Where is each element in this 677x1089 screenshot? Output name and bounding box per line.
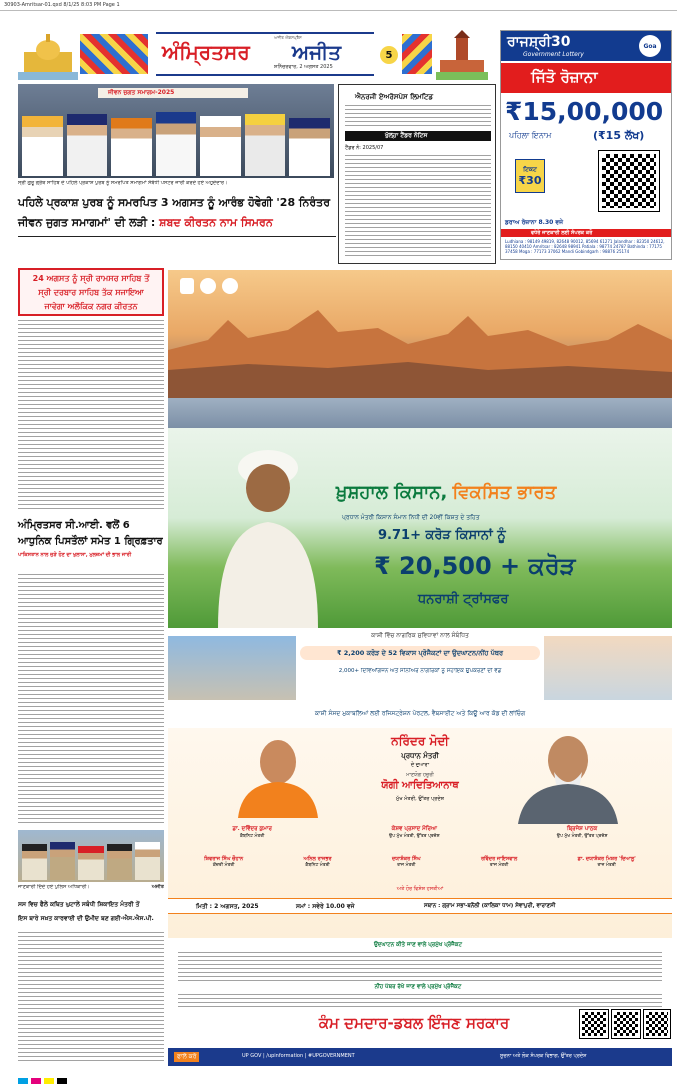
dignitary-name: ਬ੍ਰਿਜੇਸ਼ ਪਾਠਕ <box>566 826 598 832</box>
yellow-swatch <box>44 1078 54 1084</box>
person <box>289 118 330 176</box>
page-number-badge: 5 <box>380 46 398 64</box>
police-photo-credit: ਅਜੀਤ <box>151 884 164 890</box>
ad-projects-head1: ਉਦਘਾਟਨ ਕੀਤੇ ਜਾਣ ਵਾਲੇ ਪ੍ਰਮੁੱਖ ਪ੍ਰੋਜੈਕਟ <box>373 942 463 948</box>
ad-pm-section <box>168 728 672 938</box>
ad-event-bar <box>168 898 672 914</box>
dignitary <box>481 856 517 880</box>
top-photo-people <box>22 102 330 176</box>
person <box>107 844 132 880</box>
ad-footer-slogan: ਕੰਮ ਦਮਦਾਰ-ਡਬਲ ਇੰਜਣ ਸਰਕਾਰ <box>318 1014 510 1032</box>
masthead-title-box <box>156 32 374 76</box>
masthead-small-tag: ਅਜੀਤ ਐਕਸਪ੍ਰੈਸ <box>274 35 302 40</box>
lottery-state-badge: Goa <box>639 35 661 57</box>
kisan-logo-icon <box>222 278 238 294</box>
dignitary-name: ਡਾ. ਦਯਾਸ਼ੰਕਰ ਮਿਸ਼ਰ 'ਦਿਆਲੂ' <box>577 856 636 862</box>
lottery-contact-2: Amritsar : 82648 98941 <box>533 244 581 249</box>
dignitary-role: ਰਾਜ ਮੰਤਰੀ <box>397 863 416 868</box>
lottery-header <box>501 31 671 61</box>
top-photo-banner-text: ਜੀਵਨ ਜੁਗਤ ਸਮਾਗਮ-2025 <box>108 89 175 96</box>
print-file-line: 30903-Amritsar-01.qxd 8/1/25 8:03 PM Page 1 <box>4 2 120 8</box>
ad-others: ਅਤੇ ਹੋਰ ਵਿਸ਼ੇਸ਼ ਹਸਤੀਆਂ <box>396 886 444 892</box>
person <box>22 116 63 176</box>
lottery-ad <box>500 30 672 260</box>
ad-cm-title: ਮੁੱਖ ਮੰਤਰੀ, ਉੱਤਰ ਪ੍ਰਦੇਸ਼ <box>396 796 444 802</box>
person <box>22 844 47 880</box>
lottery-draw-time: ਡਰਾਅ ਰੋਜ਼ਾਨਾ 8.30 ਵਜੇ <box>505 219 564 226</box>
headline-2 <box>18 518 164 568</box>
ad-pm-title: ਪ੍ਰਧਾਨ ਮੰਤਰੀ <box>401 752 439 760</box>
ad-sub2: 9.71+ ਕਰੋੜ ਕਿਸਾਨਾਂ ਨੂੰ <box>378 528 506 543</box>
ad-footer-bar <box>168 1048 672 1066</box>
ad-transfer: ਧਨਰਾਸ਼ੀ ਟ੍ਰਾਂਸਫਰ <box>418 592 509 607</box>
up-govt-logo-icon <box>200 278 216 294</box>
headline-1-line1: ਪਹਿਲੇ ਪ੍ਰਕਾਸ਼ ਪੁਰਬ ਨੂੰ ਸਮਰਪਿਤ 3 ਅਗਸਤ ਨੂੰ ਆਰੰਭ ਹੋਵੇਗੀ '28 ਨਿਰੰਤਰ <box>18 196 331 209</box>
ad-presence: ਮਾਣਯੋਗ ਹਜ਼ੂਰੀ <box>406 772 434 778</box>
ad-ghat-scene <box>168 270 672 428</box>
lottery-contacts <box>505 239 669 259</box>
tender-note: ਟੈਂਡਰ ਨੰ: 2025/07 <box>345 145 384 151</box>
dignitary-name: ਕੇਸ਼ਵ ਪ੍ਰਸਾਦ ਮੌਰਿਆ <box>391 826 437 832</box>
ad-qr-code-2 <box>612 1010 640 1038</box>
headline-1-line2-text: ਜੀਵਨ ਜੁਗਤ ਸਮਾਗਮਾਂ' ਦੀ ਲੜੀ : <box>18 216 156 229</box>
ad-kashi-photo-left <box>168 636 296 700</box>
dignitary-role: ਉਪ ਮੁੱਖ ਮੰਤਰੀ, ਉੱਤਰ ਪ੍ਰਦੇਸ਼ <box>388 834 440 839</box>
dignitary-role: ਕੇਂਦਰੀ ਮੰਤਰੀ <box>212 863 235 868</box>
black-swatch <box>57 1078 67 1084</box>
person <box>67 114 108 176</box>
top-photo-caption: ਸ੍ਰੀ ਗੁਰੂ ਗ੍ਰੰਥ ਸਾਹਿਬ ਦੇ ਪਹਿਲੇ ਪ੍ਰਕਾਸ਼ ਪੁਰਬ ਨੂੰ ਸਮਰਪਿਤ ਸਮਾਗਮਾਂ ਸੰਬੰਧੀ ਪੋਸਟਰ ਜਾਰੀ ਕਰਦੇ ਹੋਏ ਅਹੁਦੇਦਾਰ। <box>18 180 228 186</box>
masthead-date: ਸ਼ਨਿੱਚਰਵਾਰ, 2 ਅਗਸਤ 2025 <box>274 64 333 70</box>
police-photo <box>18 830 164 882</box>
ad-slogan-right: ਵਿਕਸਿਤ ਭਾਰਤ <box>452 482 557 503</box>
dignitary <box>392 856 421 880</box>
ad-venue: ਸਥਾਨ : ਗ੍ਰਾਮ ਸਭਾ-ਬਨੌਲੀ (ਕਾਲਿਕਾ ਧਾਮ) ਸੇਵਾਪੁਰੀ, ਵਾਰਾਣਸੀ <box>424 903 556 909</box>
masthead-pattern-left <box>80 34 148 74</box>
dignitary-role: ਰਾਜ ਮੰਤਰੀ <box>597 863 616 868</box>
headline-1-rule <box>18 236 336 237</box>
dignitary <box>233 826 272 850</box>
tender-address <box>345 105 491 127</box>
headline-2-line2: ਆਧੁਨਿਕ ਪਿਸਤੌਲਾਂ ਸਮੇਤ 1 ਗ੍ਰਿਫ਼ਤਾਰ <box>18 536 163 547</box>
article-1-body <box>18 320 164 510</box>
dignitary <box>557 826 608 850</box>
lottery-brand: ਰਾਜਸ਼੍ਰੀ30 <box>507 34 571 50</box>
person <box>156 112 197 176</box>
ad-slogan-left: ਖ਼ੁਸ਼ਹਾਲ ਕਿਸਾਨ, <box>336 482 448 503</box>
registration-strip <box>18 1078 658 1084</box>
ad-dignitaries-row2 <box>174 856 666 880</box>
ad-kashi-text: ਕਾਸ਼ੀ ਵਿੱਚ ਨਾਗਰਿਕ ਸੁਵਿਧਾਵਾਂ ਨਾਲ ਸੰਬੰਧਿਤ <box>371 632 469 639</box>
ad-pm-name: ਨਰਿੰਦਰ ਮੋਦੀ <box>391 734 449 748</box>
lottery-sub: Government Lottery <box>523 51 584 58</box>
top-rule <box>0 10 677 11</box>
lottery-prize: ₹15,00,000 <box>505 97 664 126</box>
lottery-contact-title: ਵਧੇਰੇ ਜਾਣਕਾਰੀ ਲਈ ਸੰਪਰਕ ਕਰੋ <box>531 230 593 236</box>
dignitary <box>304 856 332 880</box>
masthead-label: ਅੰਮ੍ਰਿਤਸਰ <box>162 40 250 64</box>
ad-footer-slogan-area <box>168 1008 672 1044</box>
headline-3-line2: ਇਸ ਬਾਰੇ ਸਖ਼ਤ ਕਾਰਵਾਈ ਦੀ ਉਮੀਦ ਬਣ ਗਈ-ਐਸ.ਐਸ.ਪੀ. <box>18 915 154 922</box>
ad-dignitaries-row1 <box>174 826 666 850</box>
lottery-ticket-price: ₹30 <box>518 173 542 187</box>
red-box-line-1: 24 ਅਗਸਤ ਨੂੰ ਸ੍ਰੀ ਰਾਮਸਰ ਸਾਹਿਬ ਤੋਂ <box>32 274 150 283</box>
dignitary <box>389 826 440 850</box>
lottery-contact-6: Mandi Gobindgarh : 98876 25174 <box>561 249 630 254</box>
police-photo-caption <box>18 884 164 892</box>
person <box>245 114 286 176</box>
top-photo-banner <box>98 88 248 98</box>
ad-amount: ₹ 20,500 + ਕਰੋੜ <box>374 552 576 580</box>
person <box>200 116 241 176</box>
cyan-swatch <box>18 1078 28 1084</box>
ad-footer-left: ਫਾਲੋ ਕਰੋ <box>174 1052 199 1062</box>
ad-kashi-photo-right <box>544 636 672 700</box>
dignitary-role: ਕੈਬਨਿਟ ਮੰਤਰੀ <box>305 863 330 868</box>
red-box <box>18 268 164 316</box>
ad-qr-code-3 <box>644 1010 670 1038</box>
dignitary-name: ਸ਼ਿਵਰਾਜ ਸਿੰਘ ਚੌਹਾਨ <box>204 856 244 862</box>
ad-sub1: ਪ੍ਰਧਾਨ ਮੰਤਰੀ ਕਿਸਾਨ ਸੰਮਾਨ ਨਿਧੀ ਦੀ 20ਵੀਂ ਕਿਸ਼ਤ ਦੇ ਤਹਿਤ <box>342 514 480 521</box>
top-photo <box>18 84 334 178</box>
police-photo-caption-text: ਜਾਣਕਾਰੀ ਦਿੰਦੇ ਹੋਏ ਪੁਲਿਸ ਅਧਿਕਾਰੀ। <box>18 884 90 890</box>
magenta-swatch <box>31 1078 41 1084</box>
lottery-prize-caption: ਪਹਿਲਾ ਇਨਾਮ <box>509 131 552 140</box>
tender-notice <box>338 84 496 264</box>
ad-qr-code-1 <box>580 1010 608 1038</box>
lottery-contact-5: Moga : 77173 37062 <box>519 249 561 254</box>
headline-1-line2 <box>18 216 498 232</box>
ad-river <box>168 398 672 428</box>
govt-ad <box>168 270 672 1074</box>
ad-emblems <box>180 278 250 296</box>
ad-portal: ਕਾਸ਼ੀ ਸੰਸਦ ਮੁਕਾਬਲਿਆਂ ਲਈ ਰਜਿਸਟ੍ਰੇਸ਼ਨ ਪੋਰਟਲ, ਵੈਬਸਾਈਟ ਅਤੇ ਕਿਊ ਆਰ ਕੋਡ ਦੀ ਲਾਂਚਿੰਗ <box>314 710 526 717</box>
masthead-pattern-right <box>402 34 432 74</box>
lottery-qr-code <box>599 151 659 211</box>
lottery-ticket-label: ਟਿਕਟ <box>523 165 537 173</box>
police-photo-people <box>22 840 160 880</box>
lottery-ticket-badge <box>515 159 545 193</box>
headline-3-line1: ਸਸ ਵਿਚ ਫੈਲੇ ਕਥਿਤ ਘੁਟਾਲੇ ਸਬੰਧੀ ਸ਼ਿਕਾਇਤ ਮੰਤਰੀ ਤੋਂ <box>18 901 140 908</box>
lottery-contact-bar <box>501 229 671 237</box>
ad-time: ਸਮਾਂ : ਸਵੇਰੇ 10.00 ਵਜੇ <box>296 903 355 910</box>
headline-2-sub: ਪਾਕਿਸਤਾਨ ਨਾਲ ਜੁੜੇ ਹੋਣ ਦਾ ਖੁਲਾਸਾ, ਮੁਲਜ਼ਮਾਂ ਦੀ ਭਾਲ ਜਾਰੀ <box>18 552 132 558</box>
lottery-prize-alt: (₹15 ਲੱਖ) <box>593 129 645 142</box>
dignitary <box>204 856 243 880</box>
ad-cm-name: ਯੋਗੀ ਆਦਿਤਿਆਨਾਥ <box>381 780 459 791</box>
ad-cm-portrait <box>238 734 318 818</box>
ad-projects: ₹ 2,200 ਕਰੋੜ ਦੇ 52 ਵਿਕਾਸ ਪ੍ਰੋਜੈਕਟਾਂ ਦਾ ਉਦਘਾਟਨ/ਨੀਂਹ ਪੱਥਰ <box>300 646 540 660</box>
tender-title-bar <box>345 131 491 141</box>
tender-title: ਖੁੱਲ੍ਹਾ ਟੈਂਡਰ ਨੋਟਿਸ <box>385 132 428 139</box>
person <box>135 842 160 880</box>
lottery-contact-0: Ludhiana : 98149 49819, 82648 90012, 85694 61271 <box>505 239 613 244</box>
ad-kashi-section <box>168 628 672 708</box>
ad-by: ਦੇ ਦੁਆਰਾ <box>410 762 430 768</box>
headline-2-line1: ਅੰਮ੍ਰਿਤਸਰ ਸੀ.ਆਈ. ਵਲੋਂ 6 <box>18 520 130 531</box>
lottery-contact-3: Patiala : 98774 24787 <box>582 244 627 249</box>
clock-tower-icon <box>436 30 488 80</box>
person <box>78 846 103 880</box>
emblem-icon <box>180 278 194 294</box>
headline-3 <box>18 898 164 928</box>
lottery-tagline: ਜਿੱਤੋ ਰੋਜ਼ਾਨਾ <box>531 68 598 86</box>
golden-temple-icon <box>18 30 78 80</box>
ad-projects-head2: ਨੀਂਹ ਪੱਥਰ ਰੱਖੇ ਜਾਣ ਵਾਲੇ ਪ੍ਰਮੁੱਖ ਪ੍ਰੋਜੈਕਟ <box>374 984 462 990</box>
lottery-contact-4: Bathinda : 77175 37458 <box>505 244 662 254</box>
masthead <box>18 30 488 80</box>
ad-farmer <box>208 438 328 628</box>
article-3-body <box>18 932 164 1064</box>
dignitary-name: ਅਨਿਲ ਰਾਜਭਰ <box>303 856 332 862</box>
tender-org: ਐਨਰਜੀ ਏਅਰੋਸਪੇਸ ਲਿਮਟਿਡ <box>355 93 434 101</box>
ad-pm-portrait <box>518 728 618 824</box>
ad-date: ਮਿਤੀ : 2 ਅਗਸਤ, 2025 <box>196 903 259 910</box>
ad-footer-right: ਸੂਚਨਾ ਅਤੇ ਲੋਕ ਸੰਪਰਕ ਵਿਭਾਗ, ਉੱਤਰ ਪ੍ਰਦੇਸ਼ <box>500 1053 587 1059</box>
lottery-tagline-bar <box>501 63 671 93</box>
headline-1-highlight: ਸ਼ਬਦ ਕੀਰਤਨ ਨਾਮ ਸਿਮਰਨ <box>159 216 273 229</box>
person <box>111 118 152 176</box>
red-box-line-3: ਜਾਵੇਗਾ ਅਲੌਕਿਕ ਨਗਰ ਕੀਰਤਨ <box>44 302 138 311</box>
dignitary-name: ਦਯਾਸ਼ੰਕਰ ਸਿੰਘ <box>391 856 421 862</box>
ad-divyang: 2,000+ ਦਿਵਿਆਂਗਜਨ ਅਤੇ ਸੀਨੀਅਰ ਨਾਗਰਿਕਾਂ ਨੂੰ ਸਹਾਇਕ ਉਪਕਰਣਾਂ ਦੀ ਵੰਡ <box>338 668 502 674</box>
dignitary-role: ਰਾਜ ਮੰਤਰੀ <box>489 863 509 868</box>
ad-footer-handles: UP GOV | /upinformation | #UPGOVERNMENT <box>242 1053 355 1059</box>
lottery-contact-1: Jalandhar : 82350 24612, 88150 40410 <box>505 239 665 249</box>
masthead-brand: ਅਜੀਤ <box>292 40 342 64</box>
red-box-line-2: ਸ੍ਰੀ ਦਰਬਾਰ ਸਾਹਿਬ ਤੱਕ ਸਜਾਇਆ <box>38 288 144 297</box>
ad-slogan <box>336 482 656 508</box>
lottery-ticket-area <box>505 147 593 217</box>
ad-ghat-buildings <box>168 310 672 400</box>
dignitary-name: ਰਵਿੰਦਰ ਜਾਇਸਵਾਲ <box>480 856 518 862</box>
dignitary-name: ਡਾ. ਦਵਿੰਦਰ ਕੁਮਾਰ <box>232 826 272 832</box>
dignitary <box>578 856 636 880</box>
article-2-body <box>18 574 164 824</box>
dignitary-role: ਉਪ ਮੁੱਖ ਮੰਤਰੀ, ਉੱਤਰ ਪ੍ਰਦੇਸ਼ <box>556 834 608 839</box>
dignitary-role: ਕੈਬਨਿਟ ਮੰਤਰੀ <box>239 834 265 839</box>
person <box>50 842 75 880</box>
ad-projects-list1 <box>178 952 662 982</box>
